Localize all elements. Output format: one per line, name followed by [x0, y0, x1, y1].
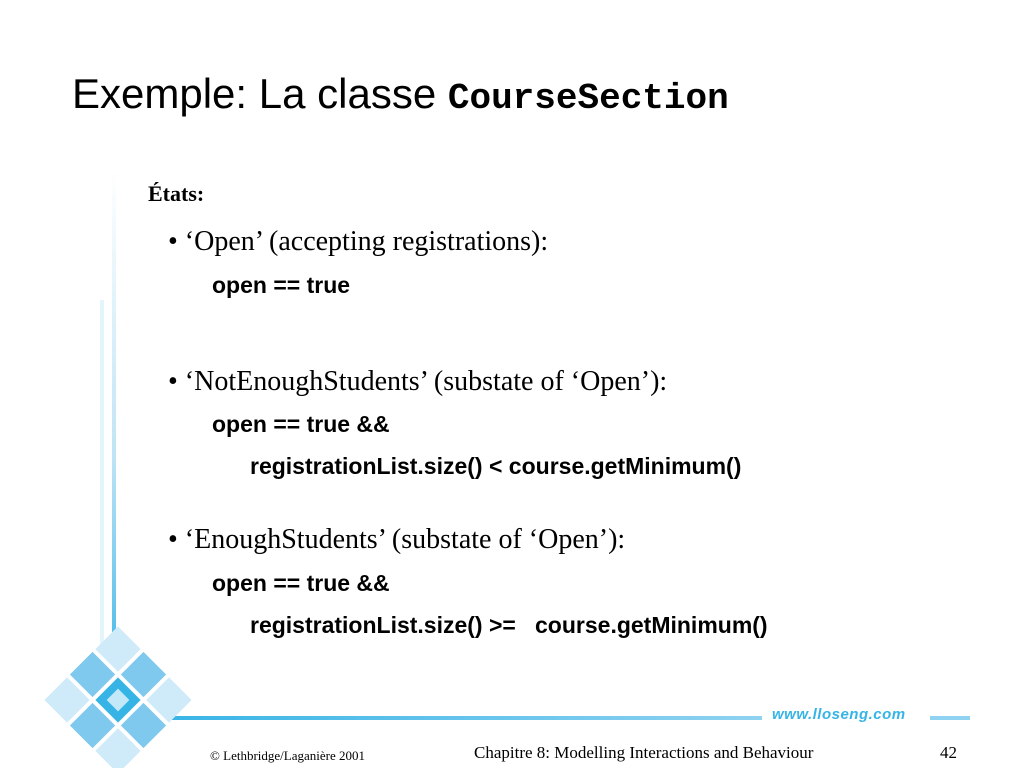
chapter-title: Chapitre 8: Modelling Interactions and Behaviour	[474, 743, 814, 762]
vertical-accent-line	[112, 170, 116, 690]
vertical-accent-line-faint	[100, 300, 104, 680]
slide-title	[72, 66, 729, 127]
horizontal-accent-line	[150, 716, 762, 720]
bullet-open: • ‘Open’ (accepting registrations):	[168, 226, 549, 257]
copyright-notice: © Lethbridge/Laganière 2001	[210, 748, 365, 763]
title-text: Exemple: La classe	[72, 70, 448, 117]
title-class-name: CourseSection	[447, 78, 729, 119]
code-line: open == true &&	[212, 411, 390, 437]
code-line: open == true &&	[212, 570, 390, 596]
states-heading: États:	[148, 181, 205, 206]
diamond-logo	[44, 626, 191, 768]
code-line: registrationList.size() < course.getMinimum()	[250, 453, 742, 479]
page-number: 42	[940, 743, 957, 762]
bullet-enough-students: • ‘EnoughStudents’ (substate of ‘Open’):	[168, 524, 626, 555]
bullet-not-enough-students: • ‘NotEnoughStudents’ (substate of ‘Open’):	[168, 366, 668, 397]
code-line: registrationList.size() >= course.getMinimum()	[250, 612, 768, 638]
horizontal-accent-line-right	[930, 716, 970, 720]
website-link[interactable]: www.lloseng.com	[772, 706, 906, 723]
code-line: open == true	[212, 272, 351, 298]
